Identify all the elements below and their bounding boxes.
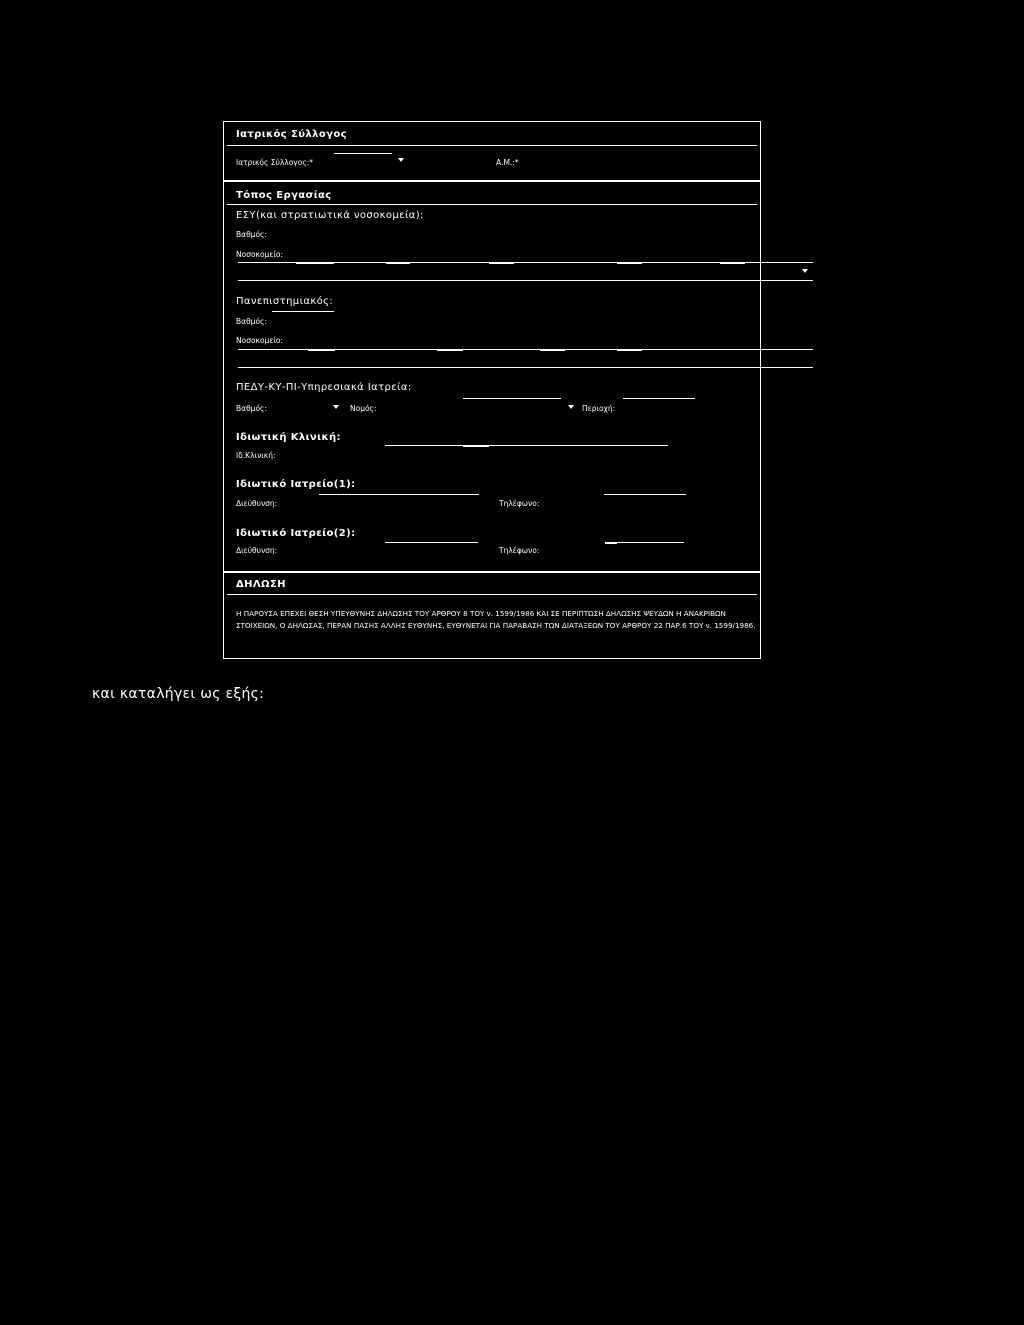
workplace-panel (223, 181, 761, 572)
office1-phone-label: Τηλέφωνο: (499, 499, 540, 508)
tick (617, 349, 642, 351)
declaration-title: ΔΗΛΩΣΗ (236, 579, 286, 590)
association-select[interactable] (334, 153, 392, 154)
tick (296, 262, 334, 264)
esy-rank-label: Βαθμός: (236, 230, 267, 239)
esy-bottom-rule (238, 280, 813, 281)
chevron-down-icon[interactable] (568, 405, 574, 409)
pedy-rank-label: Βαθμός: (236, 404, 267, 413)
section-divider (227, 204, 757, 205)
university-underline (272, 311, 334, 312)
office2-address-label: Διεύθυνση: (236, 546, 278, 555)
area-select-top (623, 398, 695, 399)
association-label: Ιατρικός Σύλλογος:* (236, 158, 314, 167)
section-divider (227, 594, 757, 595)
esy-hospital-label: Νοσοκομείο: (236, 250, 284, 259)
tick (489, 262, 514, 264)
tick (437, 349, 463, 351)
area-label: Περιοχή: (582, 404, 616, 413)
tick (463, 445, 489, 447)
section-divider (227, 145, 757, 146)
esy-title: ΕΣΥ(και στρατιωτικά νοσοκομεία): (236, 210, 424, 221)
am-label: Α.Μ.:* (496, 158, 519, 167)
chevron-down-icon[interactable] (333, 405, 339, 409)
office1-title: Ιδιωτικό Ιατρείο(1): (236, 479, 356, 490)
tick (605, 542, 617, 544)
tick (540, 349, 565, 351)
tick (617, 262, 642, 264)
medical-association-title: Ιατρικός Σύλλογος (236, 129, 347, 140)
declaration-text: Η ΠΑΡΟΥΣΑ ΕΠΕΧΕΙ ΘΕΣΗ ΥΠΕΥΘΥΝΗΣ ΔΗΛΩΣΗΣ ΤΟΥ ΑΡΘΡΟΥ 8 ΤΟΥ ν. 1599/1986 ΚΑΙ ΣΕ ΠΕΡΙΠΤΩΣΗ ΔΗΛΩΣΗΣ ΨΕΥΔΩΝ Η ΑΝΑΚΡΙΒΩΝ ΣΤΟΙΧΕΙΩΝ, Ο ΔΗΛΩΣΑΣ, ΠΕΡΑΝ ΠΑΣΗΣ ΑΛΛΗΣ ΕΥΘΥΝΗΣ, ΕΥΘΥΝΕΤΑΙ ΓΙΑ ΠΑΡΑΒΑΣΗ ΤΩΝ ΔΙΑΤΑΞΕΩΝ ΤΟΥ ΑΡΘΡΟΥ 22 ΠΑΡ.6 ΤΟΥ ν. 1599/1986. (236, 609, 756, 630)
clinic-select[interactable] (385, 445, 668, 446)
prefecture-select-top (463, 398, 561, 399)
tick (386, 262, 410, 264)
tick (720, 262, 745, 264)
pedy-title: ΠΕΔΥ-ΚΥ-ΠΙ-Υπηρεσιακά Ιατρεία: (236, 382, 412, 393)
office2-phone-label: Τηλέφωνο: (499, 546, 540, 555)
private-clinic-title: Ιδιωτική Κλινική: (236, 432, 341, 443)
office1-phone-input[interactable] (604, 494, 686, 495)
chevron-down-icon[interactable] (398, 158, 404, 162)
chevron-down-icon[interactable] (802, 269, 808, 273)
prefecture-label: Νομός: (350, 404, 377, 413)
office1-address-label: Διεύθυνση: (236, 499, 278, 508)
office1-address-input[interactable] (319, 494, 479, 495)
university-bottom-rule (238, 367, 813, 368)
tick (308, 349, 335, 351)
university-title: Πανεπιστημιακός: (236, 296, 334, 307)
clinic-label: Ιδ.Κλινική: (236, 451, 276, 460)
university-hospital-label: Νοσοκομείο: (236, 336, 284, 345)
panel-top-rule (223, 121, 761, 122)
office2-address-input[interactable] (385, 542, 478, 543)
footer-text: και καταλήγει ως εξής: (92, 686, 265, 702)
university-rank-label: Βαθμός: (236, 317, 267, 326)
workplace-title: Τόπος Εργασίας (236, 190, 332, 201)
office2-title: Ιδιωτικό Ιατρείο(2): (236, 528, 356, 539)
